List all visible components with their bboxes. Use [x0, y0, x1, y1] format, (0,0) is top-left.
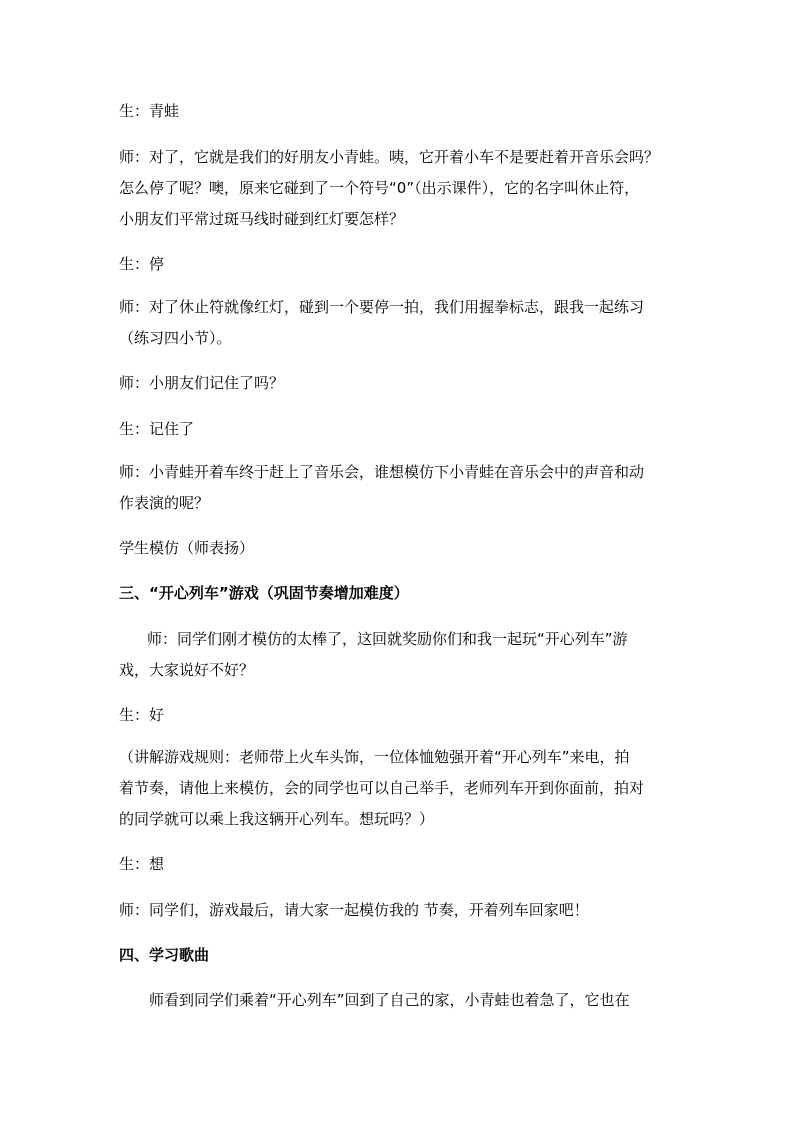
text-line: 着节奏，请他上来模仿，会的同学也可以自己举手，老师列车开到你面前，拍对 [119, 779, 645, 797]
text-line: 生：记住了 [119, 420, 195, 438]
section-heading: 三、“开心列车”游戏（巩固节奏增加难度） [119, 584, 409, 602]
text-line: 师：对了休止符就像红灯，碰到一个要停一拍，我们用握拳标志，跟我一起练习 [119, 298, 645, 316]
text-line: 师：小青蛙开着车终于赶上了音乐会，谁想模仿下小青蛙在音乐会中的声音和动 [119, 463, 645, 481]
text-line: 生：想 [119, 855, 165, 873]
text-line: 怎么停了呢？噢，原来它碰到了一个符号“0”（出示课件），它的名字叫休止符， [119, 179, 640, 197]
section-heading: 四、学习歌曲 [119, 946, 210, 964]
text-line: 师：同学们，游戏最后，请大家一起模仿我的 节奏，开着列车回家吧！ [119, 901, 589, 919]
text-line: 生：好 [119, 706, 165, 724]
text-line: 师看到同学们乘着“开心列车”回到了自己的家，小青蛙也着急了，它也在 [149, 991, 630, 1009]
text-line: 师：对了，它就是我们的好朋友小青蛙。咦，它开着小车不是要赶着开音乐会吗？ [119, 148, 660, 166]
text-line: 戏，大家说好不好？ [119, 661, 255, 679]
text-line: 小朋友们平常过斑马线时碰到红灯要怎样？ [119, 210, 405, 228]
text-line: 的同学就可以乘上我这辆开心列车。想玩吗？） [119, 810, 435, 828]
text-line: 师：小朋友们记住了吗？ [119, 374, 285, 392]
text-line: 学生模仿（师表扬） [119, 539, 255, 557]
text-line: （练习四小节）。 [119, 329, 232, 347]
text-line: （讲解游戏规则：老师带上火车头饰，一位体恤勉强开着“开心列车”来电，拍 [119, 748, 630, 766]
text-line: 作表演的呢？ [119, 494, 210, 512]
text-line: 师：同学们刚才模仿的太棒了，这回就奖励你们和我一起玩“开心列车”游 [147, 630, 628, 648]
text-line: 生：青蛙 [119, 102, 180, 120]
text-line: 生：停 [119, 255, 165, 273]
